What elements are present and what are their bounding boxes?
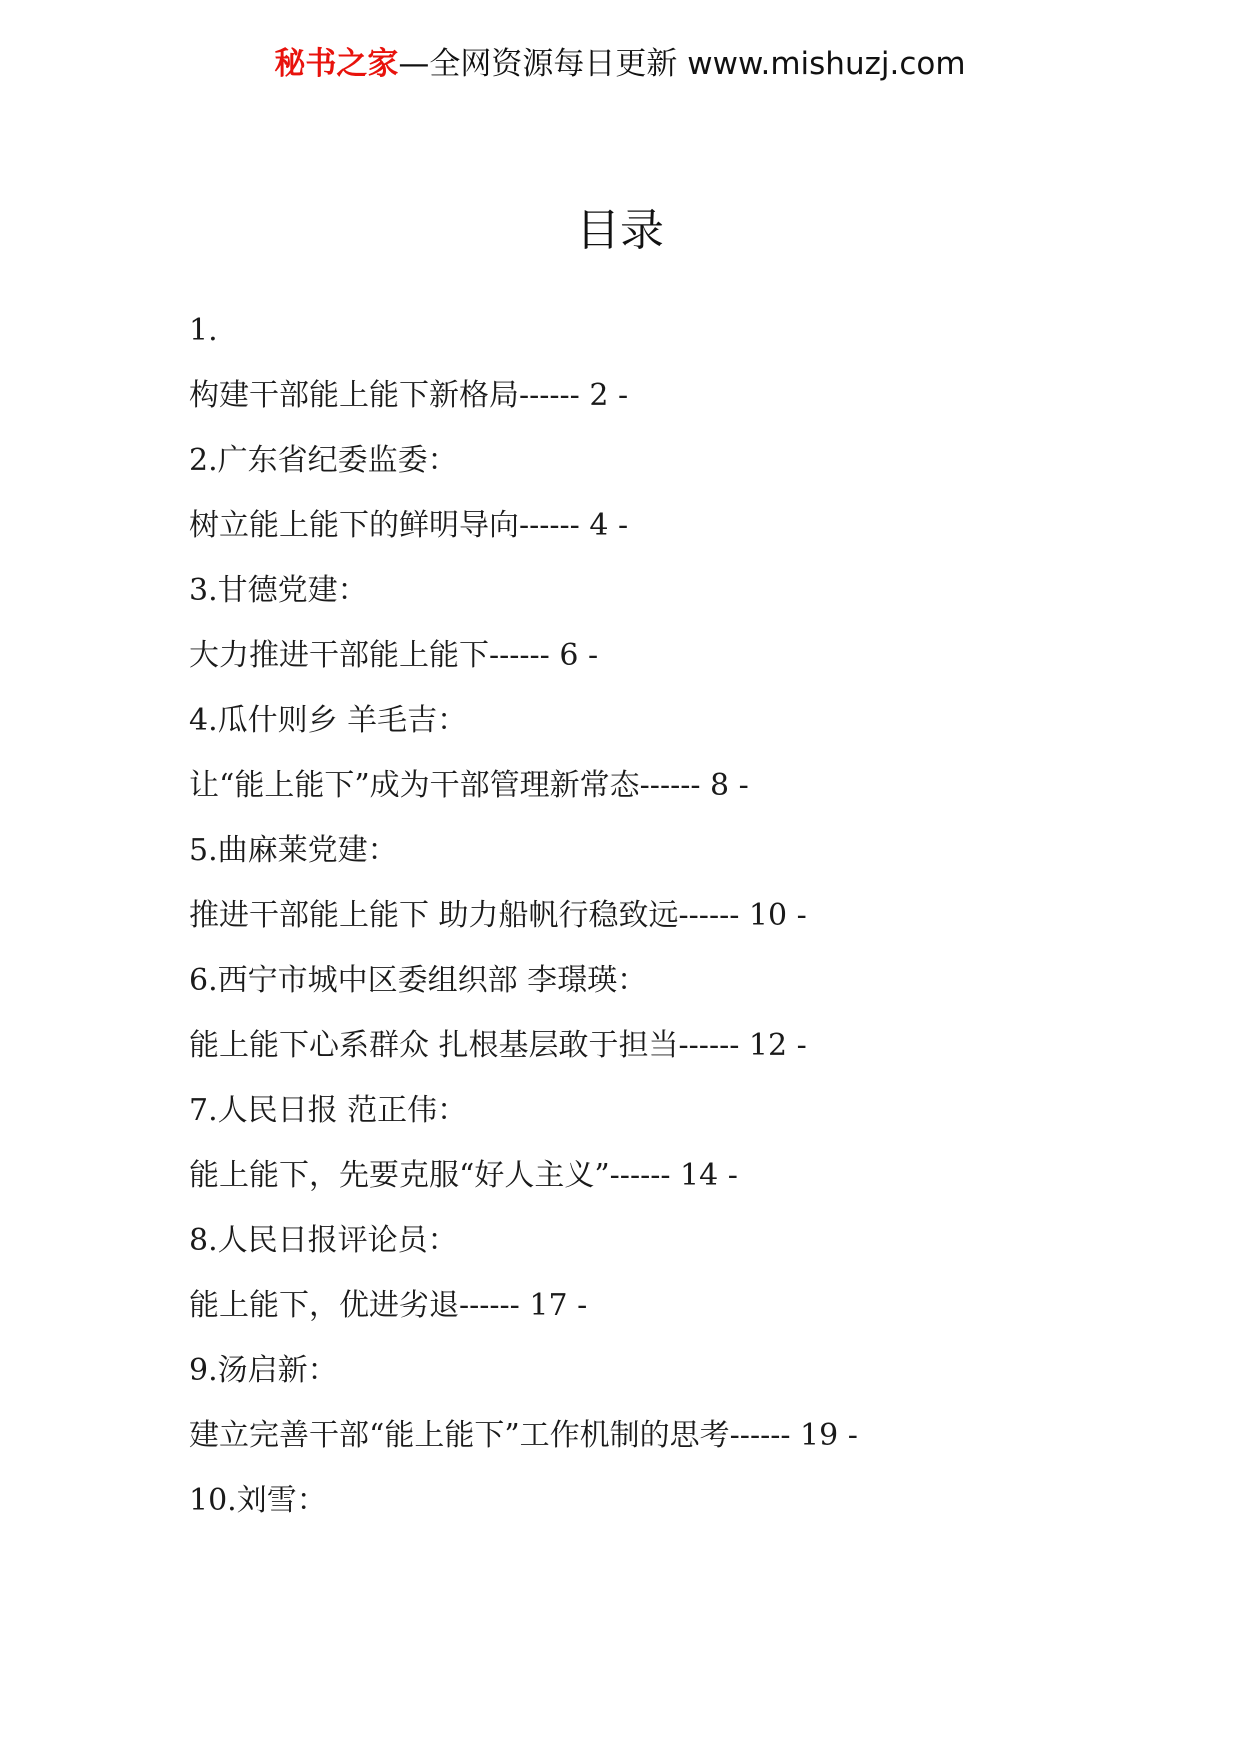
toc-item-3: [189, 558, 1189, 688]
toc-item-9: [189, 1338, 1189, 1468]
toc-source: 4.瓜什则乡 羊毛吉：: [189, 703, 468, 738]
toc-source: 9.汤启新：: [189, 1353, 338, 1388]
toc-entry-link[interactable]: 能上能下，先要克服“好人主义”------ 14 -: [189, 1158, 738, 1193]
toc-item-2: [189, 428, 1189, 558]
toc-source: 3.甘德党建：: [189, 573, 368, 608]
toc-item-4: [189, 688, 1189, 818]
toc-entry-link[interactable]: 建立完善干部“能上能下”工作机制的思考------ 19 -: [189, 1418, 858, 1453]
toc-entry-link[interactable]: 大力推进干部能上能下------ 6 -: [189, 638, 599, 673]
toc-source: 1.: [189, 313, 218, 348]
toc-source: 6.西宁市城中区委组织部 李璟瑛：: [189, 963, 648, 998]
toc-source: 2.广东省纪委监委：: [189, 443, 458, 478]
site-header: [0, 42, 1240, 86]
toc-entry-link[interactable]: 能上能下心系群众 扎根基层敢于担当------ 12 -: [189, 1028, 807, 1063]
toc-entry-link[interactable]: 构建干部能上能下新格局------ 2 -: [189, 378, 629, 413]
toc-source: 7.人民日报 范正伟：: [189, 1093, 468, 1128]
toc-source: 5.曲麻莱党建：: [189, 833, 398, 868]
toc-item-10: [189, 1468, 1189, 1533]
toc-item-7: [189, 1078, 1189, 1208]
toc-entry-link[interactable]: 推进干部能上能下 助力船帆行稳致远------ 10 -: [189, 898, 807, 933]
toc-entry-link[interactable]: 能上能下，优进劣退------ 17 -: [189, 1288, 588, 1323]
page-title: 目录: [576, 205, 664, 256]
site-brand: 秘书之家: [274, 46, 399, 82]
table-of-contents: [189, 298, 1189, 1533]
toc-item-5: [189, 818, 1189, 948]
toc-source: 10.刘雪：: [189, 1483, 327, 1518]
site-tagline: —全网资源每日更新 www.mishuzj.com: [398, 46, 966, 82]
toc-entry-link[interactable]: 树立能上能下的鲜明导向------ 4 -: [189, 508, 629, 543]
toc-item-1: [189, 298, 1189, 428]
toc-source: 8.人民日报评论员：: [189, 1223, 458, 1258]
toc-entry-link[interactable]: 让“能上能下”成为干部管理新常态------ 8 -: [189, 768, 749, 803]
toc-item-6: [189, 948, 1189, 1078]
toc-item-8: [189, 1208, 1189, 1338]
